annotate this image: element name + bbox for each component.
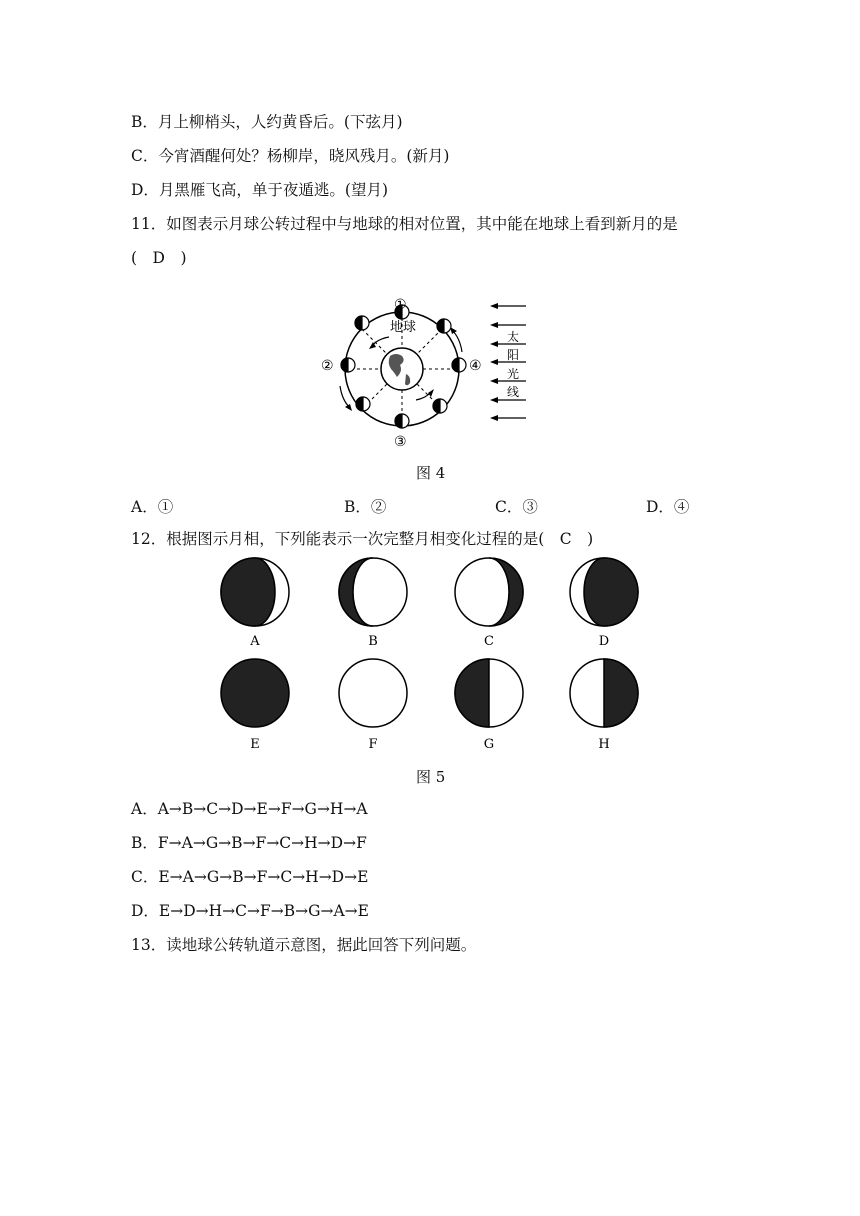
phase-g-label: G (483, 737, 495, 752)
figure-4-moon-orbit-diagram (310, 298, 550, 458)
q11-option-b: B．② (344, 498, 387, 516)
q11-option-d: D．④ (646, 498, 690, 516)
phase-c-label: C (484, 634, 494, 649)
figure-4-caption: 图 4 (416, 464, 446, 482)
q12-option-d: D．E→D→H→C→F→B→G→A→E (131, 902, 369, 920)
phase-g-icon (455, 659, 523, 727)
phase-a-label: A (250, 634, 260, 649)
question-12-stem: 12．根据图示月相，下列能表示一次完整月相变化过程的是( C ) (131, 530, 594, 548)
sunlight-label-2: 阳 (507, 348, 520, 362)
position-2-label: ② (321, 358, 334, 374)
q11-option-c: C．③ (495, 498, 538, 516)
position-3-label: ③ (394, 434, 407, 450)
sunlight-label-3: 光 (507, 367, 520, 381)
q12-option-c: C．E→A→G→B→F→C→H→D→E (131, 868, 369, 886)
earth-label: 地球 (390, 320, 417, 335)
earth-icon (381, 348, 423, 390)
phase-b-icon (339, 558, 407, 626)
phase-d-icon (570, 558, 638, 626)
option-c-line: C．今宵酒醒何处？杨柳岸，晓风残月。(新月) (131, 147, 450, 165)
option-b-line: B．月上柳梢头，人约黄昏后。(下弦月) (131, 113, 403, 131)
figure-5-moon-phases (210, 555, 650, 755)
sunlight-label-1: 太 (507, 330, 520, 344)
phase-f-icon (339, 659, 407, 727)
phase-f-label: F (368, 737, 378, 752)
phase-h-icon (570, 659, 638, 727)
figure-5-caption: 图 5 (416, 768, 446, 786)
sunlight-label-4: 线 (507, 385, 520, 399)
phase-a-icon (221, 558, 289, 626)
phase-d-label: D (598, 634, 610, 649)
position-4-label: ④ (469, 358, 482, 374)
q12-option-a: A．A→B→C→D→E→F→G→H→A (131, 800, 368, 818)
phase-h-label: H (598, 737, 610, 752)
phase-c-icon (455, 558, 523, 626)
question-11-stem: 11．如图表示月球公转过程中与地球的相对位置，其中能在地球上看到新月的是 (131, 215, 678, 233)
q11-option-a: A．① (131, 498, 174, 516)
phase-b-label: B (368, 634, 378, 649)
phase-e-label: E (250, 737, 260, 752)
question-11-answer: ( D ) (131, 249, 187, 267)
position-1-label: ① (394, 298, 407, 313)
q12-option-b: B．F→A→G→B→F→C→H→D→F (131, 834, 367, 852)
phase-e-icon (221, 659, 289, 727)
question-13-stem: 13．读地球公转轨道示意图，据此回答下列问题。 (131, 936, 477, 954)
option-d-line: D．月黑雁飞高，单于夜遁逃。(望月) (131, 181, 389, 199)
